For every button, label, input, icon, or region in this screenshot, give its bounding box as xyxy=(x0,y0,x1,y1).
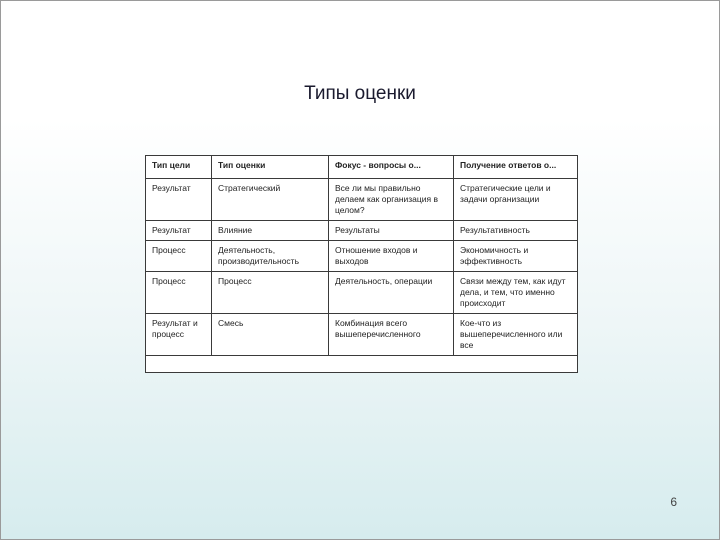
table-cell: Процесс xyxy=(146,272,212,314)
table-header-row xyxy=(146,156,578,179)
table-row xyxy=(146,221,578,241)
table-cell: Кое-что из вышеперечисленного или все xyxy=(454,314,578,356)
header-focus-questions: Фокус - вопросы о... xyxy=(329,156,454,179)
table-cell: Стратегический xyxy=(212,179,329,221)
table-cell: Процесс xyxy=(212,272,329,314)
table-cell: Все ли мы правильно делаем как организация в целом? xyxy=(329,179,454,221)
page-number: 6 xyxy=(670,495,677,509)
header-goal-type: Тип цели xyxy=(146,156,212,179)
table-cell: Экономичность и эффективность xyxy=(454,241,578,272)
table-row xyxy=(146,241,578,272)
table-cell: Деятельность, производительность xyxy=(212,241,329,272)
table-cell: Деятельность, операции xyxy=(329,272,454,314)
table-cell: Отношение входов и выходов xyxy=(329,241,454,272)
table-cell: Комбинация всего вышеперечисленного xyxy=(329,314,454,356)
header-answers-about: Получение ответов о... xyxy=(454,156,578,179)
table-cell: Стратегические цели и задачи организации xyxy=(454,179,578,221)
empty-cell xyxy=(146,356,578,373)
header-evaluation-type: Тип оценки xyxy=(212,156,329,179)
table-cell: Результат xyxy=(146,179,212,221)
evaluation-types-table xyxy=(145,155,578,373)
table-cell: Смесь xyxy=(212,314,329,356)
slide-title: Типы оценки xyxy=(304,83,416,104)
table-row xyxy=(146,314,578,356)
table-cell: Результат xyxy=(146,221,212,241)
table-cell: Связи между тем, как идут дела, и тем, что именно происходит xyxy=(454,272,578,314)
table-row xyxy=(146,272,578,314)
table-cell: Процесс xyxy=(146,241,212,272)
table-row xyxy=(146,179,578,221)
table-empty-row xyxy=(146,356,578,373)
table-cell: Влияние xyxy=(212,221,329,241)
table-cell: Результаты xyxy=(329,221,454,241)
table-cell: Результат и процесс xyxy=(146,314,212,356)
table-cell: Результативность xyxy=(454,221,578,241)
